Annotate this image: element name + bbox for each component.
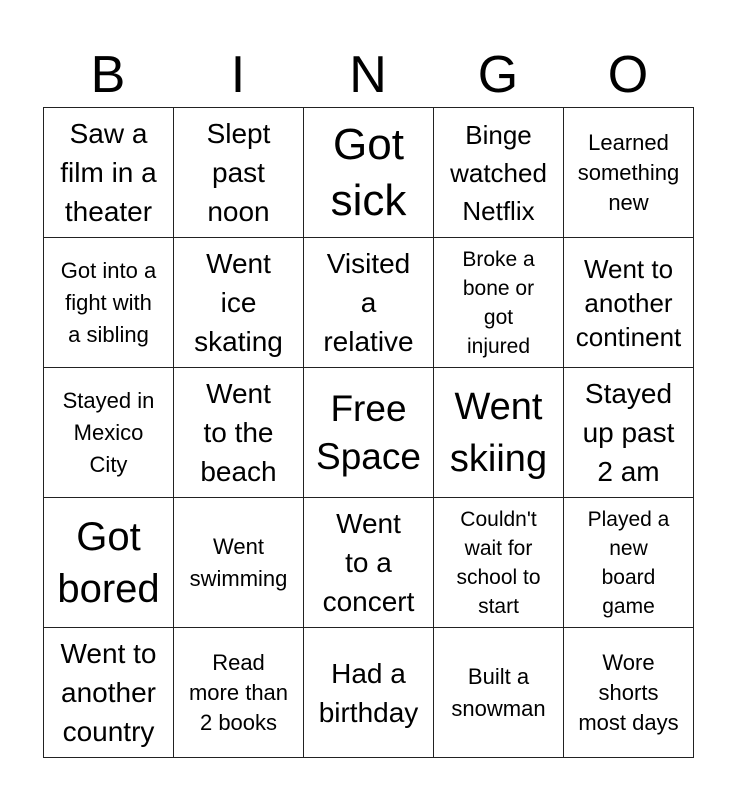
cell-text: Went to a concert <box>322 508 415 617</box>
cell-text: Couldn't wait for school to start <box>456 507 541 618</box>
bingo-cell-r4c3[interactable] <box>304 498 434 628</box>
cell-text: Wore shorts most days <box>578 649 679 735</box>
cell-text: Got into a fight with a sibling <box>60 257 157 347</box>
bingo-header <box>43 44 693 106</box>
header-letter-b: B <box>90 46 126 104</box>
bingo-cell-r5c5[interactable] <box>564 628 694 758</box>
bingo-cell-r2c4[interactable] <box>434 238 564 368</box>
bingo-cell-r3c1[interactable] <box>44 368 174 498</box>
cell-text: Free Space <box>316 387 421 477</box>
cell-text: Built a snowman <box>451 663 546 721</box>
bingo-cell-r1c3[interactable] <box>304 108 434 238</box>
cell-text: Went to another country <box>60 638 157 747</box>
cell-text: Binge watched Netflix <box>450 119 547 226</box>
header-letter-g: G <box>477 46 519 104</box>
bingo-cell-r3c4[interactable] <box>434 368 564 498</box>
header-letter-n: N <box>349 46 387 104</box>
cell-text: Went swimming <box>189 533 288 591</box>
header-letter-o: O <box>607 46 649 104</box>
cell-text: Learned something new <box>577 129 680 215</box>
cell-text: Broke a bone or got injured <box>462 247 535 358</box>
bingo-cell-r5c1[interactable] <box>44 628 174 758</box>
bingo-cell-r2c1[interactable] <box>44 238 174 368</box>
cell-text: Got sick <box>330 119 407 225</box>
cell-text: Visited a relative <box>323 248 414 357</box>
bingo-cell-r3c5[interactable] <box>564 368 694 498</box>
bingo-cell-r3c2[interactable] <box>174 368 304 498</box>
bingo-cell-r4c1[interactable] <box>44 498 174 628</box>
cell-text: Saw a film in a theater <box>60 118 157 227</box>
cell-text: Went to another continent <box>575 253 682 352</box>
cell-text: Slept past noon <box>206 118 271 227</box>
bingo-cell-r1c4[interactable] <box>434 108 564 238</box>
cell-text: Went skiing <box>449 385 548 480</box>
bingo-cell-r4c5[interactable] <box>564 498 694 628</box>
bingo-cell-r1c1[interactable] <box>44 108 174 238</box>
bingo-cell-r4c4[interactable] <box>434 498 564 628</box>
bingo-cell-r1c2[interactable] <box>174 108 304 238</box>
free-space-cell[interactable] <box>304 368 434 498</box>
cell-text: Went ice skating <box>194 248 283 357</box>
cell-text: Got bored <box>57 514 160 611</box>
bingo-cell-r5c3[interactable] <box>304 628 434 758</box>
header-letter-i: I <box>230 46 246 104</box>
bingo-cell-r2c3[interactable] <box>304 238 434 368</box>
cell-text: Had a birthday <box>318 657 419 728</box>
cell-text: Stayed up past 2 am <box>582 378 675 487</box>
bingo-cell-r2c5[interactable] <box>564 238 694 368</box>
bingo-board <box>43 107 694 758</box>
bingo-cell-r2c2[interactable] <box>174 238 304 368</box>
cell-text: Stayed in Mexico City <box>62 387 155 477</box>
bingo-cell-r1c5[interactable] <box>564 108 694 238</box>
bingo-cell-r5c2[interactable] <box>174 628 304 758</box>
bingo-cell-r4c2[interactable] <box>174 498 304 628</box>
cell-text: Played a new board game <box>587 507 670 618</box>
bingo-cell-r5c4[interactable] <box>434 628 564 758</box>
cell-text: Went to the beach <box>200 378 277 487</box>
cell-text: Read more than 2 books <box>188 649 289 735</box>
